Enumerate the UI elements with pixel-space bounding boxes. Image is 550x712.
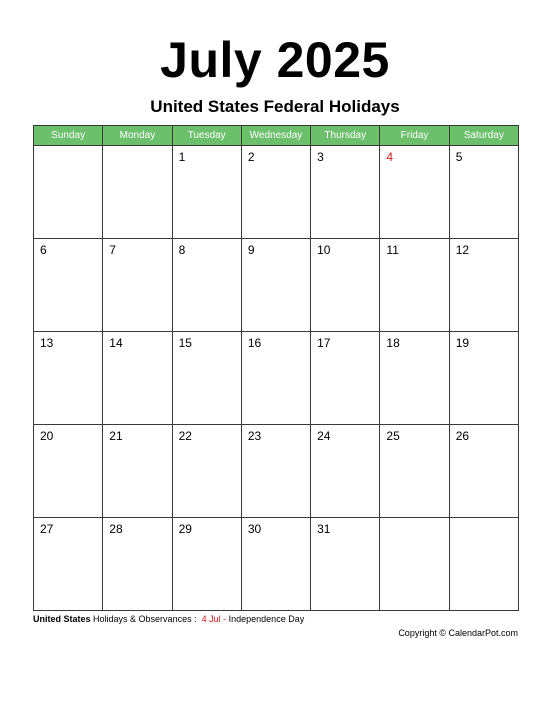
day-number: 26 — [455, 429, 470, 443]
day-cell — [34, 425, 103, 518]
day-number: 2 — [247, 150, 255, 164]
day-number: 8 — [178, 243, 186, 257]
day-cell — [311, 518, 380, 611]
holidays-legend — [33, 613, 304, 625]
month-grid — [33, 125, 519, 611]
day-cell — [172, 518, 241, 611]
day-cell — [241, 518, 310, 611]
day-number: 28 — [109, 522, 123, 536]
day-cell — [380, 332, 449, 425]
day-cell — [172, 239, 241, 332]
day-cell — [241, 239, 310, 332]
holiday-day-number: 4 — [386, 150, 394, 164]
day-number: 31 — [317, 522, 331, 536]
day-number: 21 — [109, 429, 123, 443]
week-row — [34, 146, 519, 239]
day-number: 1 — [178, 150, 186, 164]
weekday-header: Monday — [103, 126, 172, 146]
day-number: 9 — [247, 243, 255, 257]
day-cell — [449, 518, 518, 611]
week-row — [34, 332, 519, 425]
week-row — [34, 425, 519, 518]
week-row — [34, 239, 519, 332]
holidays-observances-label: Holidays & Observances : — [93, 614, 197, 624]
day-cell — [380, 518, 449, 611]
day-cell — [449, 332, 518, 425]
copyright-notice: Copyright © CalendarPot.com — [398, 628, 518, 638]
day-number: 19 — [455, 336, 470, 350]
day-number: 27 — [40, 522, 54, 536]
weekday-header-row — [34, 126, 519, 146]
day-cell — [172, 332, 241, 425]
day-cell — [380, 146, 449, 239]
day-cell — [103, 332, 172, 425]
day-number: 11 — [386, 243, 399, 257]
day-cell — [172, 146, 241, 239]
day-cell — [34, 146, 103, 239]
day-number: 18 — [386, 336, 400, 350]
day-number: 29 — [178, 522, 192, 536]
day-cell — [103, 146, 172, 239]
day-cell — [449, 425, 518, 518]
week-row — [34, 518, 519, 611]
day-cell — [103, 518, 172, 611]
day-number: 15 — [178, 336, 192, 350]
day-number — [103, 146, 171, 150]
day-cell — [241, 332, 310, 425]
day-number: 17 — [317, 336, 331, 350]
day-number: 25 — [386, 429, 400, 443]
day-number: 20 — [40, 429, 54, 443]
weekday-header: Tuesday — [172, 126, 241, 146]
day-number: 16 — [247, 336, 262, 350]
day-number — [380, 518, 448, 522]
day-number: 13 — [40, 336, 54, 350]
day-cell — [34, 239, 103, 332]
day-number: 24 — [317, 429, 331, 443]
day-cell — [311, 425, 380, 518]
day-number: 14 — [109, 336, 123, 350]
day-number: 6 — [40, 243, 47, 257]
day-number: 23 — [247, 429, 262, 443]
day-cell — [311, 239, 380, 332]
day-cell — [380, 239, 449, 332]
day-cell — [311, 146, 380, 239]
day-cell — [449, 239, 518, 332]
day-number: 7 — [109, 243, 116, 257]
weekday-header: Thursday — [311, 126, 380, 146]
day-cell — [241, 146, 310, 239]
day-cell — [311, 332, 380, 425]
day-cell — [241, 425, 310, 518]
day-number: 10 — [317, 243, 331, 257]
day-cell — [34, 332, 103, 425]
day-cell — [103, 425, 172, 518]
weekday-header: Saturday — [449, 126, 518, 146]
day-cell — [380, 425, 449, 518]
weekday-header: Sunday — [34, 126, 103, 146]
day-number: 5 — [455, 150, 463, 164]
day-cell — [34, 518, 103, 611]
day-number: 12 — [455, 243, 470, 257]
day-number: 30 — [247, 522, 262, 536]
calendar-subtitle: United States Federal Holidays — [150, 97, 400, 116]
day-number — [34, 146, 102, 150]
day-number — [450, 518, 518, 522]
day-number: 3 — [317, 150, 324, 164]
holiday-separator: - — [223, 614, 227, 624]
weekday-header: Friday — [380, 126, 449, 146]
day-number: 22 — [178, 429, 192, 443]
day-cell — [172, 425, 241, 518]
day-cell — [103, 239, 172, 332]
day-cell — [449, 146, 518, 239]
holidays-country: United States — [33, 614, 91, 624]
holiday-name: Independence Day — [228, 614, 305, 624]
holiday-date: 4 Jul — [201, 614, 221, 624]
weekday-header: Wednesday — [241, 126, 310, 146]
calendar-title: July 2025 — [160, 32, 390, 88]
